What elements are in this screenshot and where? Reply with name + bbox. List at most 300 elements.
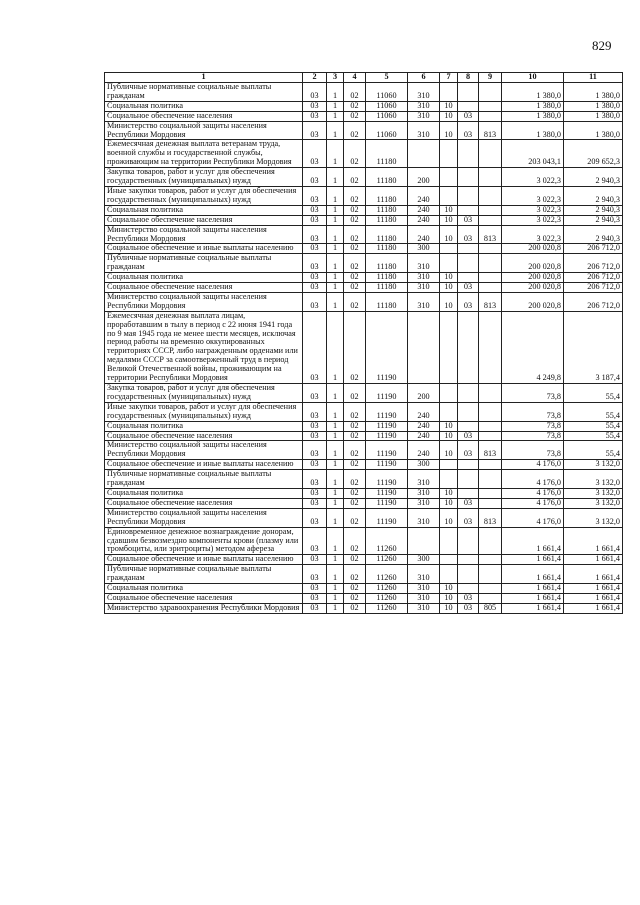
cell-name: Социальное обеспечение и иные выплаты населению	[105, 555, 303, 565]
cell-col-6: 240	[408, 215, 440, 225]
cell-name: Социальное обеспечение и иные выплаты населению	[105, 244, 303, 254]
cell-col-10: 1 661,4	[502, 593, 564, 603]
cell-col-6: 300	[408, 460, 440, 470]
cell-name: Социальная политика	[105, 273, 303, 283]
cell-col-9	[479, 205, 502, 215]
cell-col-2: 03	[303, 168, 327, 187]
cell-col-10: 4 176,0	[502, 498, 564, 508]
cell-name: Министерство социальной защиты населения Республики Мордовия	[105, 441, 303, 460]
table-row	[105, 186, 623, 205]
cell-col-7: 10	[440, 121, 458, 140]
table-row	[105, 111, 623, 121]
cell-col-8	[458, 205, 479, 215]
cell-col-6: 310	[408, 593, 440, 603]
cell-col-7: 10	[440, 111, 458, 121]
cell-col-10: 200 020,8	[502, 273, 564, 283]
cell-col-2: 03	[303, 508, 327, 527]
cell-col-9: 813	[479, 225, 502, 244]
cell-col-3: 1	[327, 565, 344, 584]
cell-col-9	[479, 283, 502, 293]
cell-col-7	[440, 140, 458, 168]
cell-col-2: 03	[303, 488, 327, 498]
cell-col-4: 02	[344, 527, 366, 555]
cell-name: Министерство здравоохранения Республики Мордовия	[105, 603, 303, 613]
cell-col-7	[440, 460, 458, 470]
cell-col-3: 1	[327, 603, 344, 613]
cell-col-11: 3 132,0	[564, 508, 623, 527]
cell-col-7: 10	[440, 441, 458, 460]
cell-col-4: 02	[344, 488, 366, 498]
cell-name: Публичные нормативные социальные выплаты гражданам	[105, 565, 303, 584]
cell-col-9	[479, 421, 502, 431]
cell-col-5: 11180	[366, 140, 408, 168]
cell-col-10: 4 176,0	[502, 508, 564, 527]
table-row	[105, 565, 623, 584]
header-col-1: 1	[105, 73, 303, 83]
cell-col-10: 1 661,4	[502, 603, 564, 613]
cell-col-2: 03	[303, 527, 327, 555]
cell-col-11: 209 652,3	[564, 140, 623, 168]
cell-col-3: 1	[327, 186, 344, 205]
cell-col-9	[479, 215, 502, 225]
table-row	[105, 470, 623, 489]
cell-col-6: 200	[408, 384, 440, 403]
cell-name: Ежемесячная денежная выплата ветеранам труда, военной службы и государственной службы, проживающим на территории Республики Мордовия	[105, 140, 303, 168]
cell-col-11: 55,4	[564, 402, 623, 421]
cell-col-11: 2 940,3	[564, 225, 623, 244]
table-row	[105, 140, 623, 168]
cell-col-5: 11260	[366, 593, 408, 603]
cell-col-5: 11190	[366, 431, 408, 441]
cell-name: Публичные нормативные социальные выплаты гражданам	[105, 470, 303, 489]
cell-col-4: 02	[344, 283, 366, 293]
cell-col-7	[440, 555, 458, 565]
cell-col-5: 11180	[366, 273, 408, 283]
cell-name: Социальное обеспечение населения	[105, 111, 303, 121]
cell-col-6: 310	[408, 565, 440, 584]
cell-name: Социальная политика	[105, 101, 303, 111]
cell-col-3: 1	[327, 244, 344, 254]
table-row	[105, 83, 623, 102]
cell-name: Социальная политика	[105, 488, 303, 498]
cell-col-4: 02	[344, 205, 366, 215]
cell-col-8: 03	[458, 498, 479, 508]
cell-col-11: 2 940,3	[564, 186, 623, 205]
cell-col-5: 11260	[366, 527, 408, 555]
cell-col-6: 310	[408, 508, 440, 527]
cell-col-4: 02	[344, 470, 366, 489]
cell-col-2: 03	[303, 441, 327, 460]
cell-name: Социальное обеспечение населения	[105, 593, 303, 603]
table-row	[105, 254, 623, 273]
cell-col-9	[479, 254, 502, 273]
cell-col-9	[479, 488, 502, 498]
cell-col-3: 1	[327, 527, 344, 555]
cell-col-5: 11190	[366, 498, 408, 508]
table-row	[105, 215, 623, 225]
cell-col-4: 02	[344, 83, 366, 102]
cell-col-9: 805	[479, 603, 502, 613]
cell-col-10: 73,8	[502, 421, 564, 431]
cell-col-2: 03	[303, 584, 327, 594]
cell-col-3: 1	[327, 83, 344, 102]
header-col-2: 2	[303, 73, 327, 83]
cell-col-9	[479, 565, 502, 584]
cell-col-5: 11190	[366, 470, 408, 489]
cell-col-7	[440, 565, 458, 584]
cell-col-5: 11190	[366, 488, 408, 498]
cell-name: Министерство социальной защиты населения Республики Мордовия	[105, 508, 303, 527]
cell-col-10: 3 022,3	[502, 205, 564, 215]
cell-col-5: 11190	[366, 441, 408, 460]
cell-col-6: 240	[408, 205, 440, 215]
table-row	[105, 283, 623, 293]
cell-name: Министерство социальной защиты населения Республики Мордовия	[105, 121, 303, 140]
table-row	[105, 225, 623, 244]
cell-col-11: 55,4	[564, 441, 623, 460]
cell-col-9	[479, 498, 502, 508]
cell-name: Иные закупки товаров, работ и услуг для обеспечения государственных (муниципальных) нужд	[105, 186, 303, 205]
cell-col-11: 2 940,3	[564, 205, 623, 215]
cell-col-11: 206 712,0	[564, 254, 623, 273]
table-row	[105, 244, 623, 254]
cell-col-10: 1 661,4	[502, 565, 564, 584]
cell-col-5: 11180	[366, 244, 408, 254]
cell-col-11: 3 132,0	[564, 488, 623, 498]
table-row	[105, 460, 623, 470]
table-row	[105, 273, 623, 283]
page-number: 829	[592, 38, 612, 53]
cell-col-3: 1	[327, 402, 344, 421]
cell-col-6	[408, 140, 440, 168]
cell-col-3: 1	[327, 140, 344, 168]
cell-col-7: 10	[440, 283, 458, 293]
cell-col-2: 03	[303, 460, 327, 470]
table-row	[105, 402, 623, 421]
cell-col-8	[458, 254, 479, 273]
cell-col-2: 03	[303, 273, 327, 283]
cell-col-8: 03	[458, 593, 479, 603]
header-col-6: 6	[408, 73, 440, 83]
cell-col-4: 02	[344, 593, 366, 603]
cell-col-10: 73,8	[502, 431, 564, 441]
cell-col-2: 03	[303, 111, 327, 121]
cell-col-8	[458, 565, 479, 584]
cell-col-6: 240	[408, 186, 440, 205]
cell-col-6: 310	[408, 254, 440, 273]
cell-col-8	[458, 421, 479, 431]
cell-col-5: 11190	[366, 508, 408, 527]
cell-col-8: 03	[458, 111, 479, 121]
cell-col-9	[479, 186, 502, 205]
cell-col-4: 02	[344, 603, 366, 613]
cell-col-10: 3 022,3	[502, 168, 564, 187]
cell-col-9	[479, 402, 502, 421]
cell-col-3: 1	[327, 168, 344, 187]
cell-col-6: 310	[408, 283, 440, 293]
cell-col-6: 240	[408, 441, 440, 460]
cell-col-11: 206 712,0	[564, 283, 623, 293]
cell-col-5: 11190	[366, 402, 408, 421]
table-row	[105, 421, 623, 431]
table-row	[105, 205, 623, 215]
cell-col-9	[479, 527, 502, 555]
cell-col-2: 03	[303, 140, 327, 168]
cell-col-10: 200 020,8	[502, 292, 564, 311]
cell-col-2: 03	[303, 498, 327, 508]
cell-col-10: 4 176,0	[502, 470, 564, 489]
table-row	[105, 121, 623, 140]
cell-col-7: 10	[440, 584, 458, 594]
cell-col-9	[479, 140, 502, 168]
cell-col-6: 310	[408, 292, 440, 311]
cell-col-5: 11260	[366, 603, 408, 613]
cell-col-8	[458, 488, 479, 498]
table-row	[105, 498, 623, 508]
cell-col-2: 03	[303, 565, 327, 584]
cell-col-3: 1	[327, 470, 344, 489]
cell-name: Иные закупки товаров, работ и услуг для обеспечения государственных (муниципальных) нужд	[105, 402, 303, 421]
cell-col-2: 03	[303, 186, 327, 205]
cell-col-2: 03	[303, 225, 327, 244]
cell-col-11: 1 661,4	[564, 555, 623, 565]
cell-col-6: 300	[408, 555, 440, 565]
cell-col-7: 10	[440, 488, 458, 498]
header-col-5: 5	[366, 73, 408, 83]
cell-col-8: 03	[458, 292, 479, 311]
cell-col-2: 03	[303, 283, 327, 293]
cell-col-9	[479, 111, 502, 121]
cell-col-5: 11260	[366, 565, 408, 584]
cell-col-7: 10	[440, 593, 458, 603]
cell-name: Министерство социальной защиты населения Республики Мордовия	[105, 225, 303, 244]
cell-col-6: 310	[408, 603, 440, 613]
cell-col-5: 11180	[366, 283, 408, 293]
cell-col-3: 1	[327, 508, 344, 527]
cell-col-11: 3 132,0	[564, 498, 623, 508]
cell-col-7: 10	[440, 273, 458, 283]
cell-col-11: 1 380,0	[564, 101, 623, 111]
cell-col-3: 1	[327, 498, 344, 508]
cell-col-5: 11180	[366, 168, 408, 187]
cell-col-11: 55,4	[564, 431, 623, 441]
header-col-9: 9	[479, 73, 502, 83]
cell-col-4: 02	[344, 292, 366, 311]
cell-col-5: 11060	[366, 83, 408, 102]
cell-col-3: 1	[327, 101, 344, 111]
cell-col-6: 310	[408, 584, 440, 594]
cell-col-10: 73,8	[502, 384, 564, 403]
cell-col-11: 1 380,0	[564, 121, 623, 140]
cell-col-9	[479, 311, 502, 383]
cell-col-7	[440, 311, 458, 383]
cell-col-5: 11260	[366, 584, 408, 594]
table-header-row	[105, 73, 623, 83]
table-row	[105, 508, 623, 527]
cell-col-8: 03	[458, 603, 479, 613]
cell-col-8: 03	[458, 508, 479, 527]
cell-col-7	[440, 470, 458, 489]
cell-col-4: 02	[344, 555, 366, 565]
cell-col-3: 1	[327, 460, 344, 470]
cell-col-3: 1	[327, 593, 344, 603]
cell-col-5: 11060	[366, 121, 408, 140]
cell-col-8	[458, 555, 479, 565]
cell-col-3: 1	[327, 283, 344, 293]
cell-col-11: 1 661,4	[564, 603, 623, 613]
cell-col-4: 02	[344, 311, 366, 383]
cell-col-8: 03	[458, 121, 479, 140]
cell-col-6: 240	[408, 225, 440, 244]
cell-col-8	[458, 460, 479, 470]
cell-col-4: 02	[344, 101, 366, 111]
cell-col-9: 813	[479, 508, 502, 527]
cell-col-4: 02	[344, 565, 366, 584]
cell-col-11: 55,4	[564, 421, 623, 431]
table-row	[105, 292, 623, 311]
cell-col-9	[479, 460, 502, 470]
cell-name: Социальное обеспечение населения	[105, 498, 303, 508]
cell-col-3: 1	[327, 215, 344, 225]
cell-col-11: 3 132,0	[564, 470, 623, 489]
cell-col-8	[458, 402, 479, 421]
cell-col-9	[479, 584, 502, 594]
cell-col-8	[458, 168, 479, 187]
cell-col-10: 73,8	[502, 441, 564, 460]
cell-col-3: 1	[327, 441, 344, 460]
cell-col-6: 310	[408, 470, 440, 489]
cell-col-6	[408, 311, 440, 383]
cell-col-4: 02	[344, 215, 366, 225]
cell-col-4: 02	[344, 225, 366, 244]
cell-col-10: 1 661,4	[502, 555, 564, 565]
budget-table	[104, 72, 623, 614]
cell-col-9	[479, 168, 502, 187]
table-row	[105, 593, 623, 603]
cell-col-2: 03	[303, 470, 327, 489]
cell-col-6: 200	[408, 168, 440, 187]
cell-col-4: 02	[344, 273, 366, 283]
table-row	[105, 584, 623, 594]
cell-col-4: 02	[344, 244, 366, 254]
header-col-11: 11	[564, 73, 623, 83]
cell-col-4: 02	[344, 498, 366, 508]
cell-name: Закупка товаров, работ и услуг для обеспечения государственных (муниципальных) нужд	[105, 168, 303, 187]
cell-col-9: 813	[479, 121, 502, 140]
cell-col-11: 206 712,0	[564, 292, 623, 311]
cell-col-8	[458, 584, 479, 594]
cell-col-3: 1	[327, 584, 344, 594]
table-row	[105, 555, 623, 565]
cell-col-9	[479, 555, 502, 565]
cell-col-7: 10	[440, 292, 458, 311]
cell-col-4: 02	[344, 421, 366, 431]
cell-col-9: 813	[479, 441, 502, 460]
cell-col-8	[458, 140, 479, 168]
cell-col-8: 03	[458, 431, 479, 441]
cell-col-6	[408, 527, 440, 555]
cell-col-2: 03	[303, 244, 327, 254]
cell-col-10: 203 043,1	[502, 140, 564, 168]
cell-col-7: 10	[440, 508, 458, 527]
cell-col-9	[479, 83, 502, 102]
cell-col-4: 02	[344, 121, 366, 140]
cell-col-2: 03	[303, 292, 327, 311]
cell-col-11: 1 661,4	[564, 565, 623, 584]
cell-col-11: 206 712,0	[564, 273, 623, 283]
cell-col-8: 03	[458, 225, 479, 244]
cell-col-7: 10	[440, 431, 458, 441]
table-row	[105, 527, 623, 555]
cell-col-5: 11180	[366, 186, 408, 205]
cell-col-11: 1 661,4	[564, 584, 623, 594]
cell-col-5: 11180	[366, 292, 408, 311]
header-col-3: 3	[327, 73, 344, 83]
cell-col-7	[440, 402, 458, 421]
table-row	[105, 384, 623, 403]
cell-col-8	[458, 527, 479, 555]
cell-col-3: 1	[327, 254, 344, 273]
cell-col-5: 11190	[366, 421, 408, 431]
table-row	[105, 101, 623, 111]
cell-col-4: 02	[344, 431, 366, 441]
cell-col-11: 55,4	[564, 384, 623, 403]
cell-col-4: 02	[344, 254, 366, 273]
cell-name: Публичные нормативные социальные выплаты гражданам	[105, 83, 303, 102]
cell-col-10: 3 022,3	[502, 186, 564, 205]
cell-col-6: 300	[408, 244, 440, 254]
cell-col-9	[479, 244, 502, 254]
cell-col-9	[479, 384, 502, 403]
cell-col-11: 3 187,4	[564, 311, 623, 383]
cell-col-11: 1 380,0	[564, 111, 623, 121]
cell-col-6: 310	[408, 498, 440, 508]
cell-col-8	[458, 244, 479, 254]
table-body	[105, 83, 623, 614]
cell-col-5: 11060	[366, 101, 408, 111]
cell-col-2: 03	[303, 402, 327, 421]
cell-col-10: 200 020,8	[502, 254, 564, 273]
cell-col-10: 1 380,0	[502, 83, 564, 102]
cell-col-10: 3 022,3	[502, 215, 564, 225]
cell-col-11: 2 940,3	[564, 215, 623, 225]
cell-col-5: 11260	[366, 555, 408, 565]
cell-col-2: 03	[303, 121, 327, 140]
cell-col-10: 1 380,0	[502, 121, 564, 140]
cell-col-8	[458, 470, 479, 489]
table-row	[105, 441, 623, 460]
cell-col-11: 3 132,0	[564, 460, 623, 470]
cell-col-6: 310	[408, 273, 440, 283]
header-col-7: 7	[440, 73, 458, 83]
cell-col-7: 10	[440, 225, 458, 244]
cell-col-5: 11180	[366, 254, 408, 273]
cell-col-8: 03	[458, 283, 479, 293]
cell-col-2: 03	[303, 101, 327, 111]
cell-col-7	[440, 244, 458, 254]
header-col-10: 10	[502, 73, 564, 83]
cell-name: Социальное обеспечение и иные выплаты населению	[105, 460, 303, 470]
cell-col-6: 310	[408, 101, 440, 111]
cell-col-5: 11190	[366, 311, 408, 383]
cell-name: Единовременное денежное вознаграждение донорам, сдавшим безвозмездно компоненты крови (плазму или тромбоциты, или эритроциты) методом афереза	[105, 527, 303, 555]
cell-col-7	[440, 384, 458, 403]
cell-col-8	[458, 101, 479, 111]
cell-col-10: 1 661,4	[502, 527, 564, 555]
cell-name: Социальная политика	[105, 205, 303, 215]
cell-col-2: 03	[303, 205, 327, 215]
cell-col-8: 03	[458, 215, 479, 225]
